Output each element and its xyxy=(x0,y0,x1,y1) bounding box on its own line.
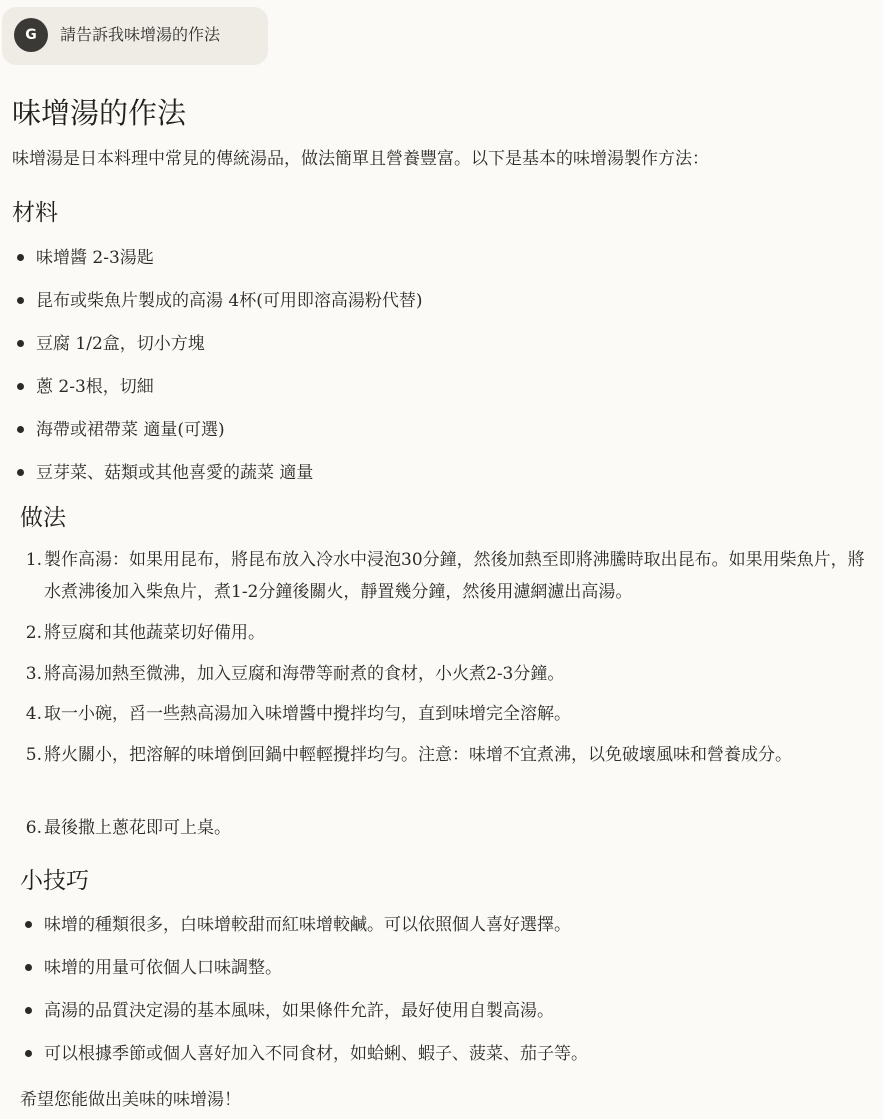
response-intro: 味增湯是日本料理中常見的傳統湯品，做法簡單且營養豐富。以下是基本的味增湯製作方法： xyxy=(12,149,709,169)
ingredient-text: 豆腐 1/2盒，切小方塊 xyxy=(36,334,205,354)
ingredient-text: 昆布或柴魚片製成的高湯 4杯(可用即溶高湯粉代替) xyxy=(36,291,423,311)
user-avatar: G xyxy=(14,18,48,52)
step-text: 將火關小，把溶解的味增倒回鍋中輕輕攪拌均勻。注意：味增不宜煮沸，以免破壞風味和營養成分。 xyxy=(44,745,792,765)
bullet-dot xyxy=(25,964,32,971)
tip-text: 味增的種類很多，白味增較甜而紅味增較鹹。可以依照個人喜好選擇。 xyxy=(44,915,571,935)
step-text: 將高湯加熱至微沸，加入豆腐和海帶等耐煮的食材，小火煮2-3分鐘。 xyxy=(44,664,565,684)
ingredient-text: 海帶或裙帶菜 適量(可選) xyxy=(36,420,225,440)
step-number: 1. xyxy=(25,550,42,570)
step-text: 將豆腐和其他蔬菜切好備用。 xyxy=(44,623,265,643)
bullet-dot xyxy=(25,921,32,928)
step-number: 3. xyxy=(25,664,42,684)
tip-text: 可以根據季節或個人喜好加入不同食材，如蛤蜊、蝦子、菠菜、茄子等。 xyxy=(44,1044,588,1064)
method-step xyxy=(20,658,865,690)
bullet-dot xyxy=(17,469,24,476)
tips-heading: 小技巧 xyxy=(20,868,89,894)
user-message-text: 請告訴我味增湯的作法 xyxy=(60,25,221,44)
method-step xyxy=(20,812,865,844)
bullet-dot xyxy=(17,426,24,433)
bullet-dot xyxy=(25,1050,32,1057)
user-message-bubble xyxy=(2,7,268,65)
bullet-dot xyxy=(17,383,24,390)
step-text: 製作高湯：如果用昆布，將昆布放入冷水中浸泡30分鐘，然後加熱至即將沸騰時取出昆布。如果用柴魚片，將水煮沸後加入柴魚片，煮1-2分鐘後關火，靜置幾分鐘，然後用濾網濾出高湯。 xyxy=(44,550,865,602)
method-step xyxy=(20,617,865,649)
tip-text: 味增的用量可依個人口味調整。 xyxy=(44,958,282,978)
bullet-dot xyxy=(17,254,24,261)
method-step xyxy=(20,698,865,730)
step-number: 2. xyxy=(25,623,42,643)
ingredients-heading: 材料 xyxy=(12,200,58,226)
bullet-dot xyxy=(17,297,24,304)
tip-text: 高湯的品質決定湯的基本風味，如果條件允許，最好使用自製高湯。 xyxy=(44,1001,554,1021)
method-step xyxy=(20,544,865,608)
step-text: 取一小碗，舀一些熱高湯加入味增醬中攪拌均勻，直到味增完全溶解。 xyxy=(44,704,571,724)
closing-text: 希望您能做出美味的味增湯！ xyxy=(20,1090,241,1110)
ingredient-text: 味增醬 2-3湯匙 xyxy=(36,248,154,268)
step-number: 6. xyxy=(25,818,42,838)
ingredient-text: 豆芽菜、菇類或其他喜愛的蔬菜 適量 xyxy=(36,463,314,483)
response-title: 味增湯的作法 xyxy=(12,96,187,130)
bullet-dot xyxy=(25,1007,32,1014)
bullet-dot xyxy=(17,340,24,347)
step-number: 5. xyxy=(25,745,42,765)
method-step xyxy=(20,739,865,771)
step-text: 最後撒上蔥花即可上桌。 xyxy=(44,818,231,838)
step-number: 4. xyxy=(25,704,42,724)
method-heading: 做法 xyxy=(20,505,66,531)
ingredient-text: 蔥 2-3根，切細 xyxy=(36,377,154,397)
